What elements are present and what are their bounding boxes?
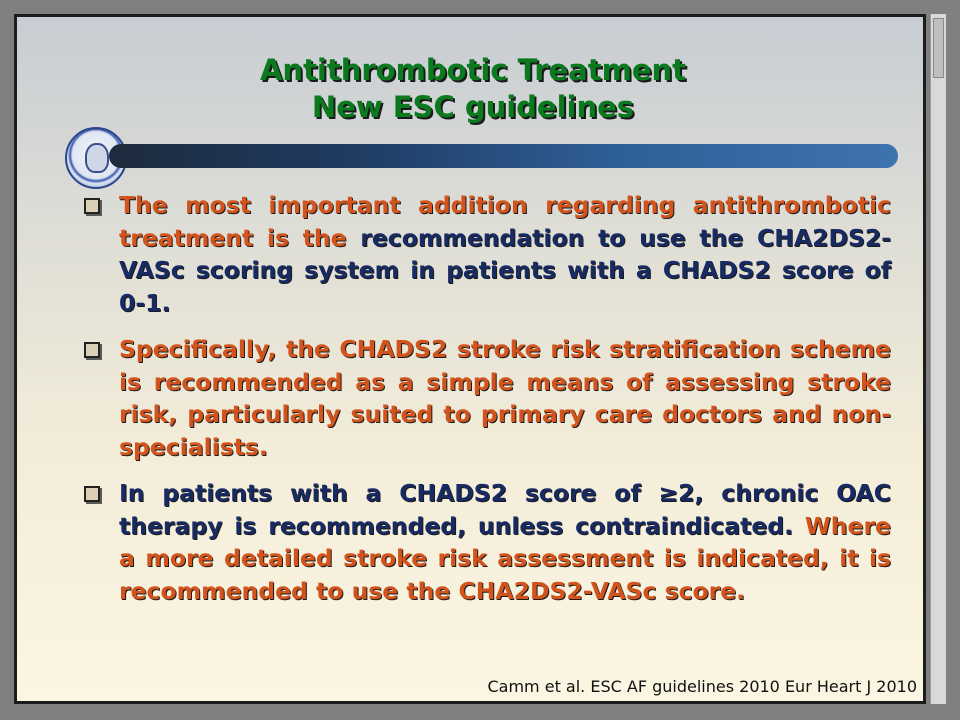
- bullet-3-text-part1: In patients with a CHADS2 score of ≥2, chronic OAC therapy is recommended, unless contraindicated.: [119, 479, 891, 540]
- slide-title-line1: Antithrombotic Treatment: [259, 53, 686, 87]
- bullet-item-1: [81, 189, 891, 319]
- bullet-list: [81, 189, 891, 621]
- hollow-square-bullet-icon: [84, 198, 100, 214]
- bullet-1-text-part1: The most important addition regarding antithrombotic treatment is the: [119, 191, 891, 252]
- title-divider-bar: [109, 144, 898, 168]
- bullet-item-3: [81, 477, 891, 607]
- bullet-3-text-part2: Where a more detailed stroke risk assessment is indicated, it is recommended to use the CHA2DS2-VASc score.: [119, 511, 891, 605]
- seal-portrait: [85, 143, 109, 173]
- slide: [14, 14, 926, 704]
- hollow-square-bullet-icon: [84, 486, 100, 502]
- bullet-item-2: [81, 333, 891, 463]
- bullet-1-text-part2: recommendation to use the CHA2DS2-VASc scoring system in patients with a CHADS2 score of 0-1.: [119, 223, 891, 317]
- slide-title-line2: New ESC guidelines: [311, 90, 635, 124]
- citation-text: Camm et al. ESC AF guidelines 2010 Eur Heart J 2010: [487, 677, 917, 696]
- hollow-square-bullet-icon: [84, 342, 100, 358]
- bullet-2-text: Specifically, the CHADS2 stroke risk stratification scheme is recommended as a simple means of assessing stroke risk, particularly suited to primary care doctors and non-specialists.: [119, 335, 891, 461]
- scrollbar-thumb[interactable]: [933, 18, 944, 78]
- vertical-scrollbar[interactable]: [930, 14, 946, 704]
